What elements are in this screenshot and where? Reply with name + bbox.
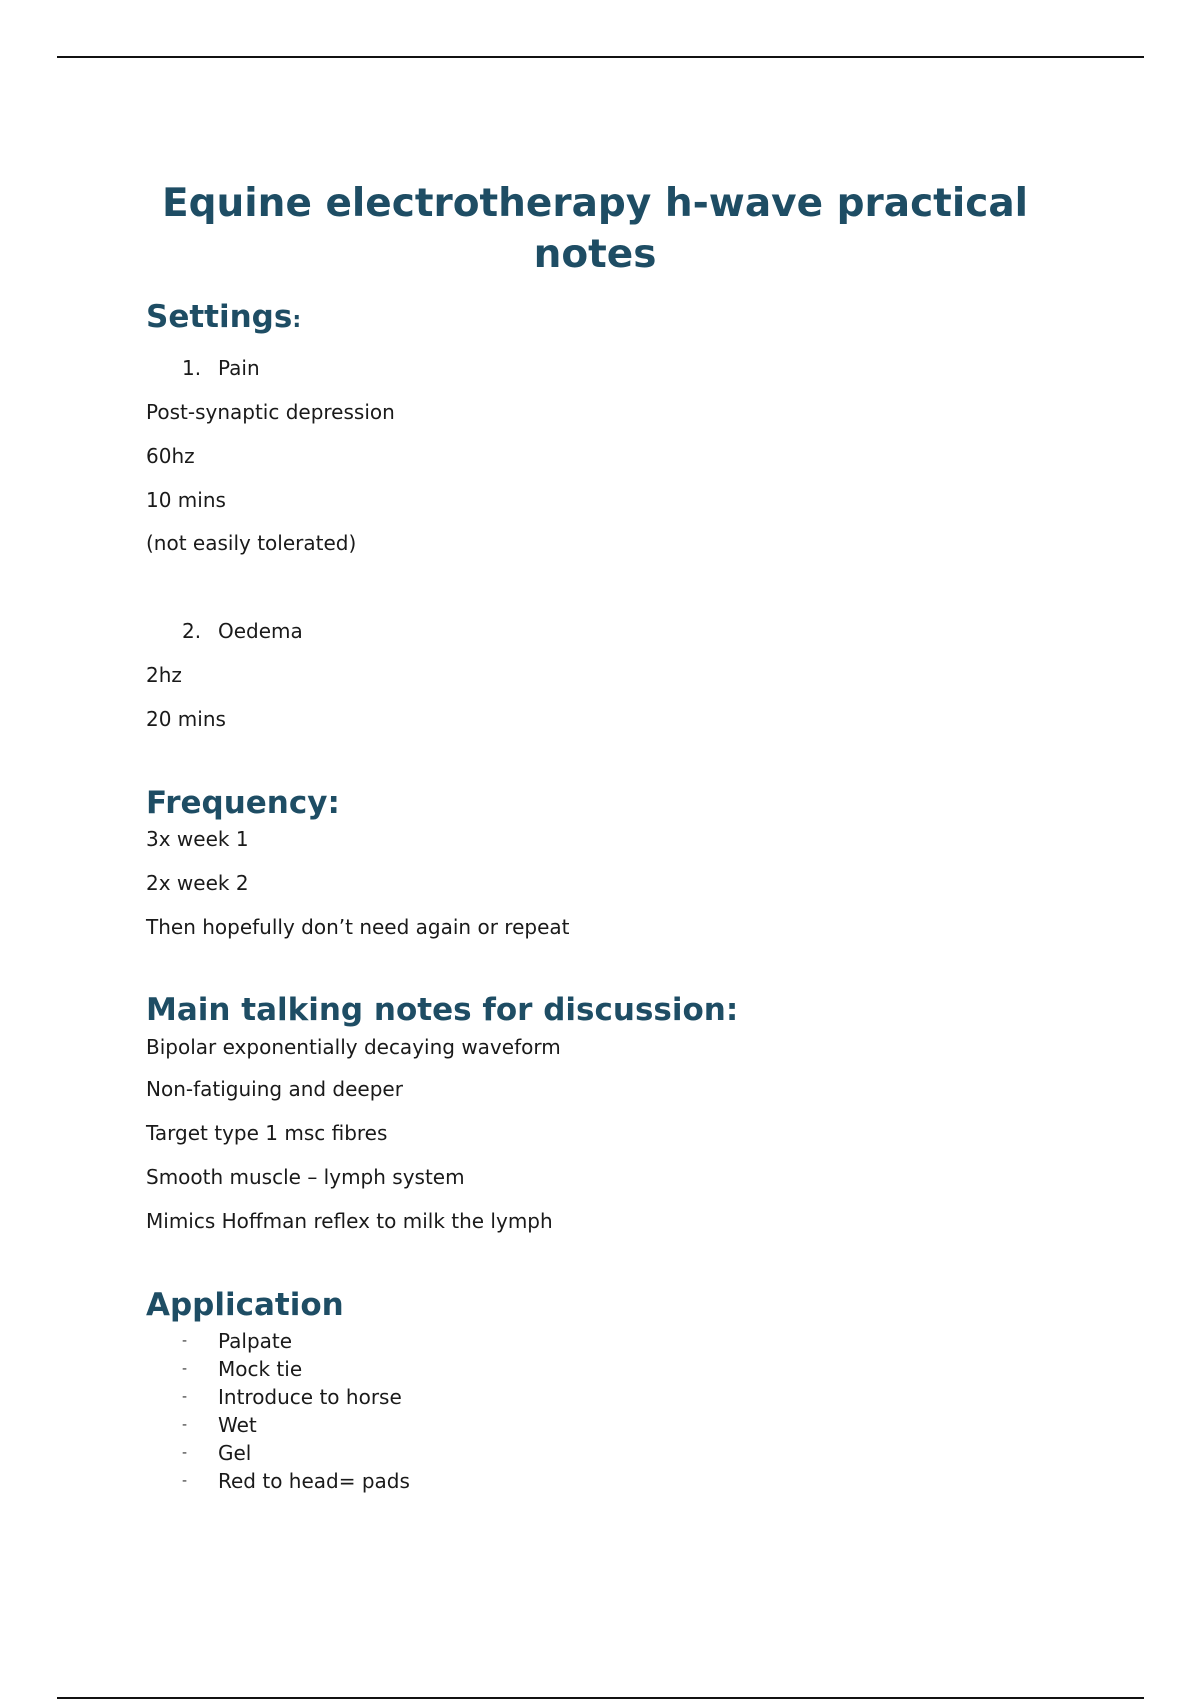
list-number: 2. — [182, 619, 202, 643]
settings-line: 10 mins — [146, 488, 226, 512]
settings-item-label: Pain — [218, 356, 260, 380]
settings-line: (not easily tolerated) — [146, 531, 357, 555]
application-section — [146, 1285, 1046, 1495]
settings-item-pain — [146, 356, 1046, 380]
frequency-line: Then hopefully don’t need again or repeat — [146, 915, 570, 939]
bullet-dash: - — [182, 1445, 188, 1461]
settings-line: 60hz — [146, 444, 195, 468]
application-heading: Application — [146, 1287, 344, 1323]
bullet-dash: - — [182, 1361, 188, 1377]
bullet-dash: - — [182, 1333, 188, 1349]
settings-section — [146, 297, 1046, 731]
frequency-line: 3x week 1 — [146, 827, 249, 851]
settings-heading — [146, 297, 1046, 341]
discussion-heading: Main talking notes for discussion: — [146, 992, 739, 1028]
list-item — [146, 1439, 1046, 1467]
settings-heading-text: Settings — [146, 299, 293, 335]
discussion-line: Mimics Hoffman reflex to milk the lymph — [146, 1209, 553, 1233]
settings-heading-colon: : — [292, 308, 302, 333]
settings-line: Post-synaptic depression — [146, 400, 395, 424]
list-item-text: Gel — [218, 1441, 252, 1465]
list-item — [146, 1383, 1046, 1411]
discussion-section — [146, 990, 1046, 1233]
list-item — [146, 1411, 1046, 1439]
discussion-line: Non-fatiguing and deeper — [146, 1077, 403, 1101]
list-item-text: Red to head= pads — [218, 1469, 410, 1493]
frequency-line: 2x week 2 — [146, 871, 249, 895]
footer-rule — [57, 1697, 1144, 1699]
list-item — [146, 1355, 1046, 1383]
bullet-dash: - — [182, 1473, 188, 1489]
document-title: Equine electrotherapy h-wave practical notes — [161, 181, 1029, 277]
list-item-text: Introduce to horse — [218, 1385, 402, 1409]
list-item — [146, 1467, 1046, 1495]
application-list — [146, 1327, 1046, 1495]
settings-line: 2hz — [146, 663, 182, 687]
settings-line: 20 mins — [146, 707, 226, 731]
list-item — [146, 1327, 1046, 1355]
document-page — [146, 178, 1046, 1495]
bullet-dash: - — [182, 1389, 188, 1405]
list-item-text: Palpate — [218, 1329, 293, 1353]
list-item-text: Mock tie — [218, 1357, 303, 1381]
list-number: 1. — [182, 356, 202, 380]
bullet-dash: - — [182, 1417, 188, 1433]
settings-item-label: Oedema — [218, 619, 303, 643]
frequency-heading: Frequency: — [146, 785, 340, 821]
discussion-line: Smooth muscle – lymph system — [146, 1165, 465, 1189]
frequency-section — [146, 783, 1046, 939]
header-rule — [57, 56, 1144, 58]
discussion-line: Target type 1 msc fibres — [146, 1121, 388, 1145]
discussion-line: Bipolar exponentially decaying waveform — [146, 1035, 561, 1059]
list-item-text: Wet — [218, 1413, 257, 1437]
settings-item-oedema — [146, 619, 1046, 643]
